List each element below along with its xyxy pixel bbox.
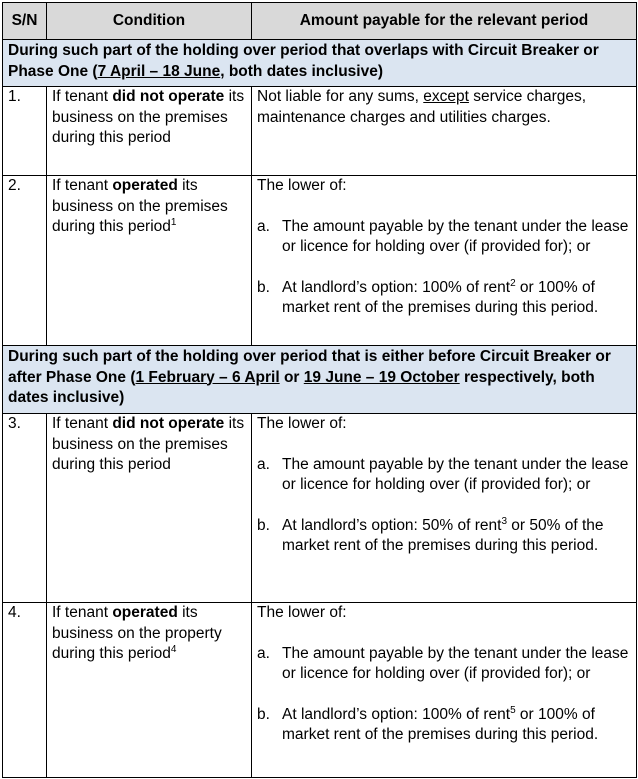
row-sn: 1.	[3, 87, 47, 176]
list-item: b. At landlord’s option: 100% of rent$^2$ or 100% of market rent of the premises during this period.	[257, 277, 599, 316]
row-sn: 3.	[3, 414, 47, 603]
footnote-ref: 1	[170, 216, 177, 228]
table-row	[3, 176, 637, 346]
footnote-ref: 3	[501, 515, 507, 527]
section-heading: During such part of the holding over period that is either before Circuit Breaker or after Phase One (1 February – 6 April or 19 June – 19 October respectively, both dates inclusive)	[3, 346, 637, 414]
section-heading	[3, 40, 637, 87]
table-row	[3, 87, 637, 176]
holding-over-table	[2, 2, 637, 778]
section-heading-row	[3, 346, 637, 414]
list-item: b. At landlord’s option: 50% of rent$^3$ or 50% of the market rent of the premises during this period.	[257, 515, 604, 554]
list-item: a. The amount payable by the tenant under the lease or licence for holding over (if provided for); or	[257, 644, 629, 682]
row-condition: If tenant did not operate its business on the premises during this period	[47, 87, 252, 176]
table-row	[3, 603, 637, 778]
row-sn: 2.	[3, 176, 47, 346]
list-item: a. The amount payable by the tenant under the lease or licence for holding over (if provided for); or	[257, 217, 629, 255]
row-amount	[252, 603, 637, 778]
footnote-ref: 2	[510, 277, 516, 289]
lower-of-label: The lower of:	[257, 604, 347, 621]
row-amount: Not liable for any sums, except service charges, maintenance charges and utilities charges.	[252, 87, 637, 176]
row-amount	[252, 176, 637, 346]
table-header-row	[3, 3, 637, 40]
section-heading-lead: During such part of the holding over period that overlaps with Circuit Breaker or Phase One (	[8, 42, 599, 80]
footnote-ref: 5	[510, 704, 516, 716]
header-amount: Amount payable for the relevant period	[252, 3, 637, 40]
lower-of-label: The lower of:	[257, 177, 347, 194]
section-heading-tail: , both dates inclusive)	[220, 62, 383, 80]
option-list	[257, 217, 631, 319]
row-amount	[252, 414, 637, 603]
option-list	[257, 455, 631, 557]
row-condition: If tenant did not operate its business on the premises during this period	[47, 414, 252, 603]
lower-of-label: The lower of:	[257, 415, 347, 432]
row-sn: 4.	[3, 603, 47, 778]
table-row	[3, 414, 637, 603]
option-list	[257, 644, 631, 746]
list-item: b. At landlord’s option: 100% of rent$^5$ or 100% of market rent of the premises during this period.	[257, 704, 599, 743]
row-condition: If tenant operated its business on the property during this period$^4$	[47, 603, 252, 778]
list-item: a. The amount payable by the tenant under the lease or licence for holding over (if provided for); or	[257, 455, 629, 493]
header-condition: Condition	[47, 3, 252, 40]
row-condition: If tenant operated its business on the premises during this period$^1$	[47, 176, 252, 346]
header-sn: S/N	[3, 3, 47, 40]
footnote-ref: 4	[170, 643, 177, 655]
section-heading-dates: 7 April – 18 June	[97, 62, 221, 80]
section-heading-row	[3, 40, 637, 87]
